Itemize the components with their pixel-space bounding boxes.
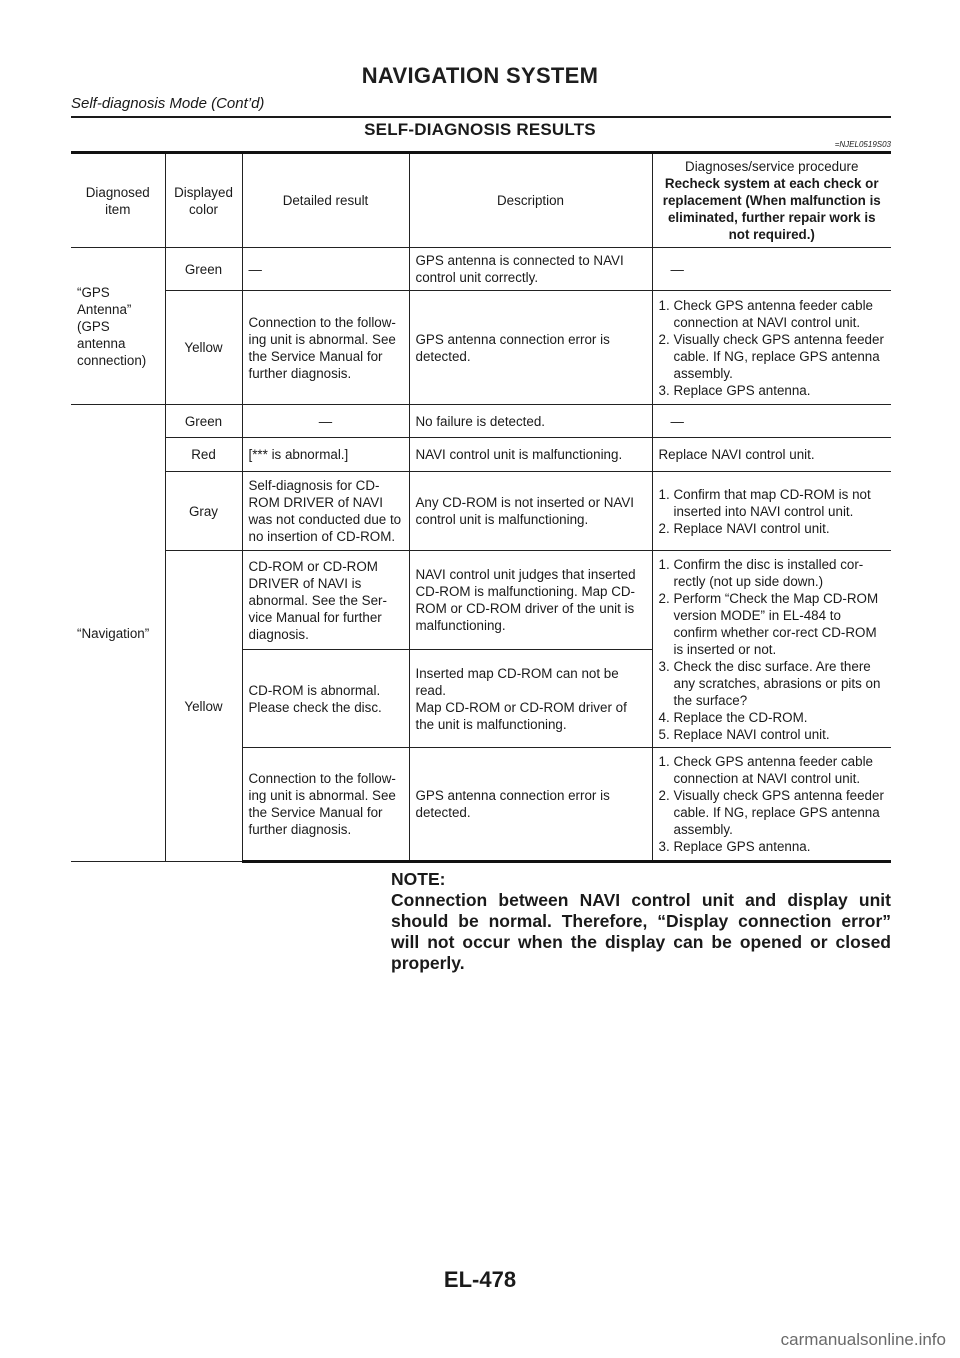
color-cell: Yellow [165, 551, 242, 862]
procedure-step: 3. Replace GPS antenna. [658, 839, 811, 854]
procedure-step: 1. Confirm that map CD-ROM is not inserted into NAVI control unit. [658, 486, 871, 519]
result-cell: CD-ROM is abnormal. Please check the disc. [242, 650, 409, 748]
note-block [391, 869, 891, 974]
color-cell: Green [165, 248, 242, 291]
navigation-item-cell: “Navigation” [71, 405, 165, 862]
page-number: EL-478 [443, 1267, 517, 1292]
column-header-diagnosed-item: Diagnosed item [71, 153, 165, 248]
procedure-step: 5. Replace NAVI control unit. [658, 726, 830, 742]
procedure-cell: — [652, 405, 891, 438]
table-header-row [71, 153, 891, 248]
table-row [71, 472, 891, 551]
procedure-step: 2. Perform “Check the Map CD-ROM version MODE” in EL-484 to confirm whether cor-rect CD-ROM is inserted or not. [658, 590, 879, 657]
procedure-steps [659, 556, 886, 743]
description-line: Inserted map CD-ROM can not be read. [415, 665, 619, 698]
description-cell: GPS antenna connection error is detected. [409, 291, 652, 405]
result-cell: [*** is abnormal.] [242, 438, 409, 472]
column-header-displayed-color: Displayed color [165, 153, 242, 248]
color-cell: Red [165, 438, 242, 472]
note-label: NOTE: [391, 869, 446, 889]
result-cell: — [242, 405, 409, 438]
result-cell: — [242, 248, 409, 291]
header-divider [71, 116, 891, 118]
procedure-header-title: Diagnoses/service procedure [685, 159, 859, 174]
procedure-cell [652, 748, 891, 862]
description-cell: NAVI control unit is malfunctioning. [409, 438, 652, 472]
procedure-step: 3. Check the disc surface. Are there any scratches, abrasions or pits on the surface? [658, 658, 881, 708]
procedure-header-note: Recheck system at each check or replacement (When malfunction is eliminated, further repair work is not required.) [662, 176, 881, 242]
description-cell: No failure is detected. [409, 405, 652, 438]
watermark: carmanualsonline.info [780, 1330, 946, 1349]
description-cell: Any CD-ROM is not inserted or NAVI control unit is malfunctioning. [409, 472, 652, 551]
procedure-cell: Replace NAVI control unit. [652, 438, 891, 472]
procedure-step: 2. Visually check GPS antenna feeder cable. If NG, replace GPS antenna assembly. [658, 331, 884, 381]
procedure-steps [659, 486, 886, 537]
procedure-step: 4. Replace the CD-ROM. [658, 709, 808, 725]
procedure-step: 1. Check GPS antenna feeder cable connection at NAVI control unit. [658, 754, 873, 786]
color-cell: Green [165, 405, 242, 438]
column-header-procedure [652, 153, 891, 248]
reference-code: =NJEL0519S03 [834, 140, 891, 149]
description-cell: GPS antenna is connected to NAVI control unit correctly. [409, 248, 652, 291]
column-header-detailed-result: Detailed result [242, 153, 409, 248]
procedure-cell [652, 551, 891, 748]
column-header-description: Description [409, 153, 652, 248]
procedure-cell [652, 291, 891, 405]
note-text: Connection between NAVI control unit and display unit should be normal. Therefore, “Display connection error” will not occur when the display can be opened or closed properly. [391, 890, 891, 973]
description-cell [409, 650, 652, 748]
color-cell: Gray [165, 472, 242, 551]
procedure-step: 1. Confirm the disc is installed cor-rectly (not up side down.) [658, 556, 864, 589]
procedure-cell [652, 472, 891, 551]
self-diagnosis-results-table [71, 151, 891, 863]
procedure-step: 1. Check GPS antenna feeder cable connection at NAVI control unit. [658, 297, 873, 330]
procedure-cell: — [652, 248, 891, 291]
procedure-step: 2. Visually check GPS antenna feeder cable. If NG, replace GPS antenna assembly. [658, 788, 884, 837]
procedure-step: 3. Replace GPS antenna. [658, 382, 811, 398]
table-row [71, 551, 891, 650]
description-cell: GPS antenna connection error is detected. [409, 748, 652, 862]
page-header-subtitle: Self-diagnosis Mode (Cont’d) [71, 95, 265, 112]
table-row [71, 291, 891, 405]
table-row [71, 405, 891, 438]
result-cell: CD-ROM or CD-ROM DRIVER of NAVI is abnormal. See the Ser-vice Manual for further diagnosis. [242, 551, 409, 650]
procedure-steps [659, 753, 886, 855]
result-cell: Connection to the follow-ing unit is abnormal. See the Service Manual for further diagnosis. [242, 291, 409, 405]
result-cell: Connection to the follow-ing unit is abnormal. See the Service Manual for further diagnosis. [242, 748, 409, 862]
description-cell: NAVI control unit judges that inserted CD-ROM is malfunctioning. Map CD-ROM or CD-ROM driver of the unit is malfunctioning. [409, 551, 652, 650]
description-line: Map CD-ROM or CD-ROM driver of the unit is malfunctioning. [415, 699, 627, 732]
result-cell: Self-diagnosis for CD-ROM DRIVER of NAVI was not conducted due to no insertion of CD-ROM. [242, 472, 409, 551]
section-title: SELF-DIAGNOSIS RESULTS [364, 120, 596, 139]
table-row [71, 438, 891, 472]
procedure-steps [659, 297, 886, 399]
gps-antenna-item-cell: “GPS Antenna” (GPS antenna connection) [71, 248, 165, 405]
procedure-step: 2. Replace NAVI control unit. [658, 520, 830, 536]
color-cell: Yellow [165, 291, 242, 405]
page-header-title: NAVIGATION SYSTEM [361, 63, 599, 88]
table-row [71, 248, 891, 291]
